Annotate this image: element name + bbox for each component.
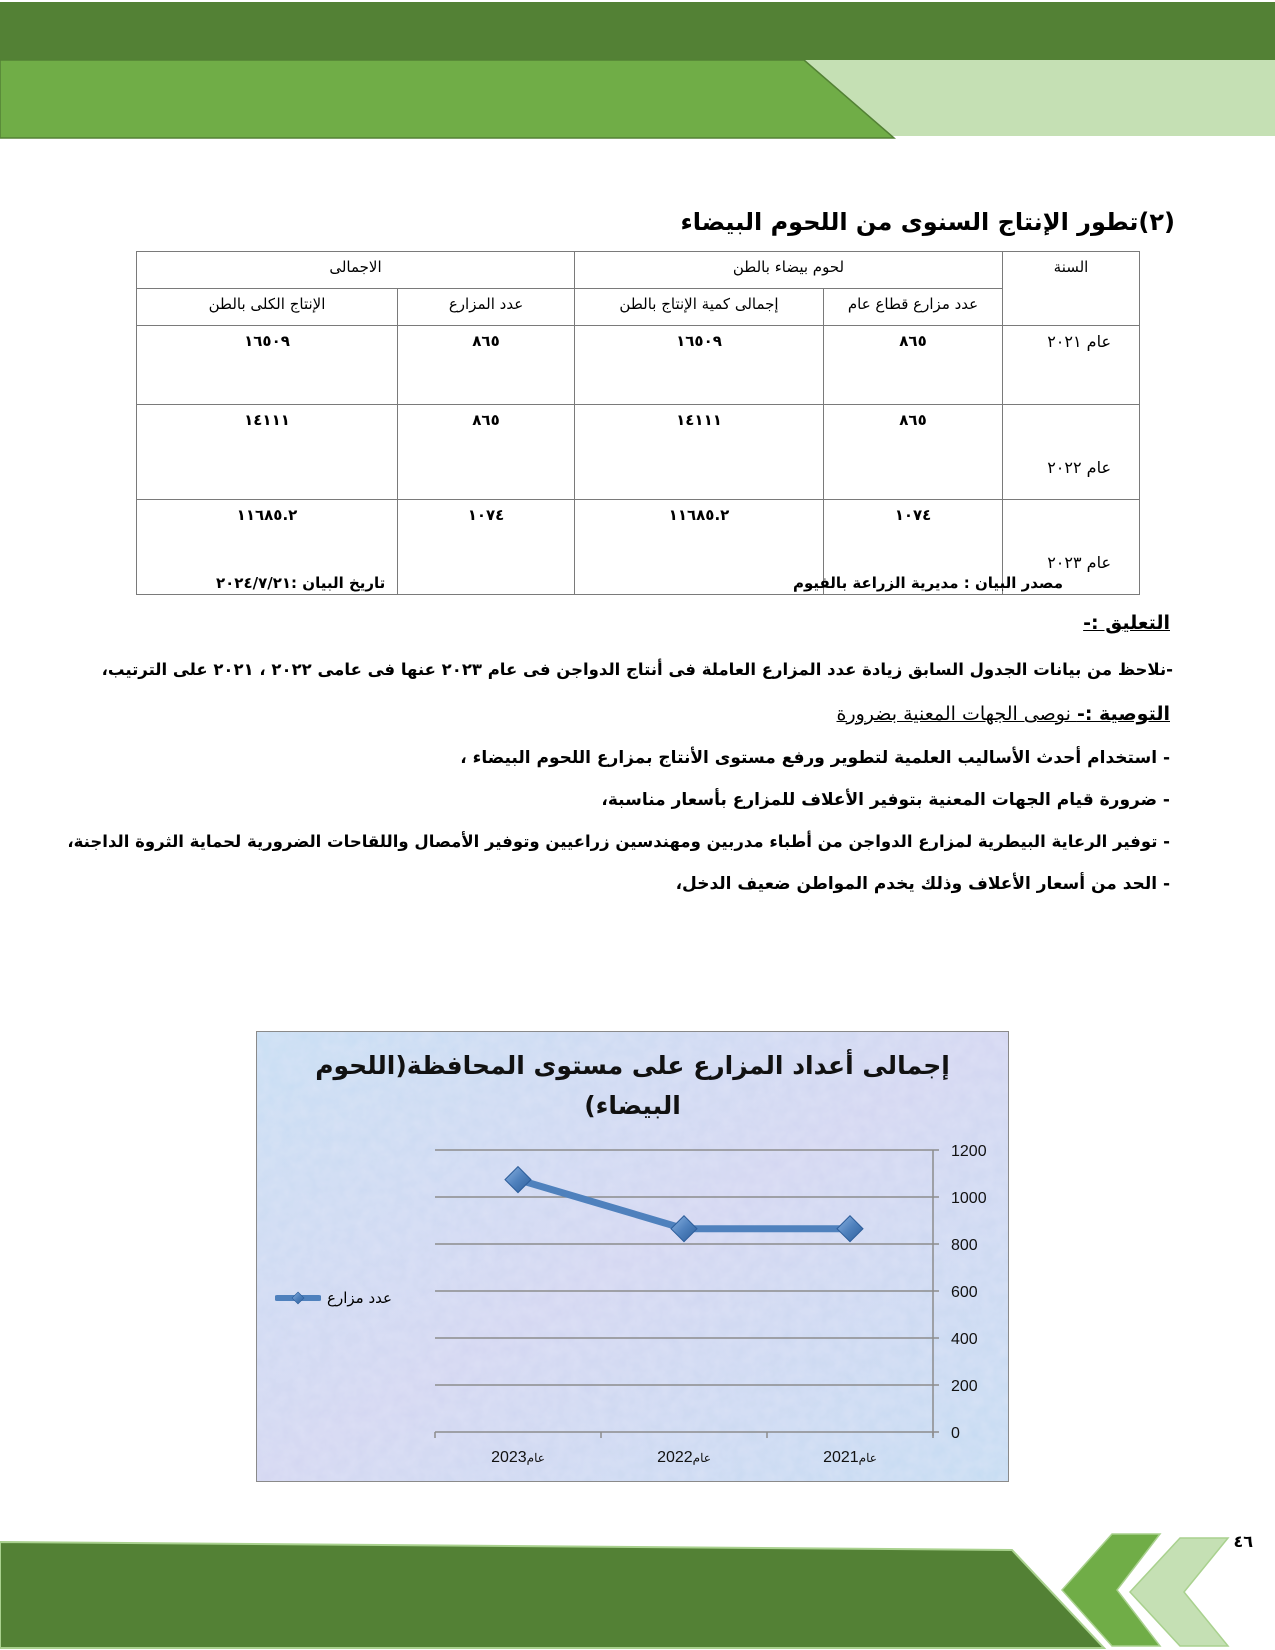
header-group-public: لحوم بيضاء بالطن: [575, 252, 1003, 289]
data-point-marker: [837, 1216, 863, 1242]
table-row: [137, 326, 1140, 405]
recommendation-item: - ضرورة قيام الجهات المعنية بتوفير الأعلاف للمزارع بأسعار مناسبة،: [601, 790, 1170, 810]
legend-label: عدد مزارع: [327, 1289, 392, 1307]
x-tick-prefix: عام: [692, 1451, 711, 1465]
x-tick-prefix: عام: [526, 1451, 545, 1465]
recommendation-heading-label: التوصية :-: [1076, 703, 1170, 725]
comment-heading-text: التعليق :-: [1083, 612, 1170, 634]
recommendation-item: - الحد من أسعار الأعلاف وذلك يخدم المواطن ضعيف الدخل،: [675, 874, 1170, 894]
header-dark-band: [0, 2, 1275, 60]
x-tick-year: 2023: [491, 1449, 527, 1466]
section-title: (٢)تطور الإنتاج السنوى من اللحوم البيضاء: [680, 208, 1175, 236]
header-mid-band: [0, 60, 894, 138]
x-tick-prefix: عام: [858, 1451, 877, 1465]
header-total-farms: عدد المزارع: [398, 289, 575, 326]
cell-public-farms: ٨٦٥: [824, 405, 1003, 500]
recommendation-item: - استخدام أحدث الأساليب العلمية لتطوير ورفع مستوى الأنتاج بمزارع اللحوم البيضاء ،: [460, 748, 1170, 768]
header-total-production: الإنتاج الكلى بالطن: [137, 289, 398, 326]
x-tick-year: 2022: [657, 1449, 693, 1466]
y-tick-label: 0: [951, 1425, 960, 1442]
y-tick-label: 600: [951, 1284, 978, 1301]
cell-total-production: ١٤١١١: [137, 405, 398, 500]
cell-year: عام ٢٠٢٢: [1003, 405, 1140, 500]
legend-line-marker-icon: [275, 1291, 321, 1305]
chart-title-line-1: إجمالى أعداد المزارع على مستوى المحافظة(اللحوم: [315, 1051, 950, 1080]
production-table: [136, 251, 1140, 595]
cell-public-farms: ١٠٧٤: [824, 500, 1003, 595]
cell-public-production: ١٦٥٠٩: [575, 326, 824, 405]
header-group-total: الاجمالى: [137, 252, 575, 289]
comment-heading: [1083, 612, 1170, 634]
cell-public-farms: ٨٦٥: [824, 326, 1003, 405]
recommendation-heading-rest: نوصى الجهات المعنية بضرورة: [836, 703, 1077, 725]
data-date: تاريخ البيان :٢٠٢٤/٧/٢١: [216, 574, 386, 592]
cell-total-farms: ١٠٧٤: [398, 500, 575, 595]
y-tick-label: 200: [951, 1378, 978, 1395]
cell-total-farms: ٨٦٥: [398, 326, 575, 405]
y-tick-label: 1200: [951, 1143, 987, 1160]
x-tick-label: [491, 1449, 545, 1466]
table-row: [137, 405, 1140, 500]
chart-title-line-2: البيضاء): [584, 1091, 681, 1120]
header-public-production: إجمالى كمية الإنتاج بالطن: [575, 289, 824, 326]
page-number: ٤٦: [1233, 1532, 1253, 1551]
y-tick-label: 1000: [951, 1190, 987, 1207]
chart-legend: [275, 1289, 392, 1307]
header-banner: [0, 0, 1275, 140]
cell-total-production: ١١٦٨٥.٢: [137, 500, 398, 595]
farms-line-chart: [256, 1031, 1009, 1482]
data-source: مصدر البيان : مديرية الزراعة بالفيوم: [792, 574, 1063, 592]
recommendation-heading: [837, 703, 1171, 725]
footer-dark-band: [0, 1542, 1104, 1648]
comment-text: -نلاحظ من بيانات الجدول السابق زيادة عدد المزارع العاملة فى أنتاج الدواجن فى عام ٢٠٢٣ عنها فى عامى ٢٠٢٢ ، ٢٠٢١ على الترتيب،: [101, 660, 1173, 679]
cell-public-production: ١١٦٨٥.٢: [575, 500, 824, 595]
y-tick-label: 800: [951, 1237, 978, 1254]
cell-total-production: ١٦٥٠٩: [137, 326, 398, 405]
header-public-farms: عدد مزارع قطاع عام: [824, 289, 1003, 326]
cell-year: عام ٢٠٢١: [1003, 326, 1140, 405]
x-tick-label: [657, 1449, 711, 1466]
x-tick-label: [823, 1449, 877, 1466]
plot-area: [257, 1032, 1008, 1481]
cell-public-production: ١٤١١١: [575, 405, 824, 500]
recommendation-item: - توفير الرعاية البيطرية لمزارع الدواجن من أطباء مدربين ومهندسين زراعيين وتوفير الأمصال واللقاحات الضرورية لحماية الثروة الداجنة،: [67, 832, 1170, 851]
footer-banner: [0, 1530, 1275, 1650]
data-point-marker: [671, 1216, 697, 1242]
y-tick-label: 400: [951, 1331, 978, 1348]
cell-total-farms: ٨٦٥: [398, 405, 575, 500]
data-point-marker: [505, 1167, 531, 1193]
header-year: السنة: [1003, 252, 1140, 326]
cell-year: عام ٢٠٢٣: [1003, 500, 1140, 595]
x-tick-year: 2021: [823, 1449, 859, 1466]
